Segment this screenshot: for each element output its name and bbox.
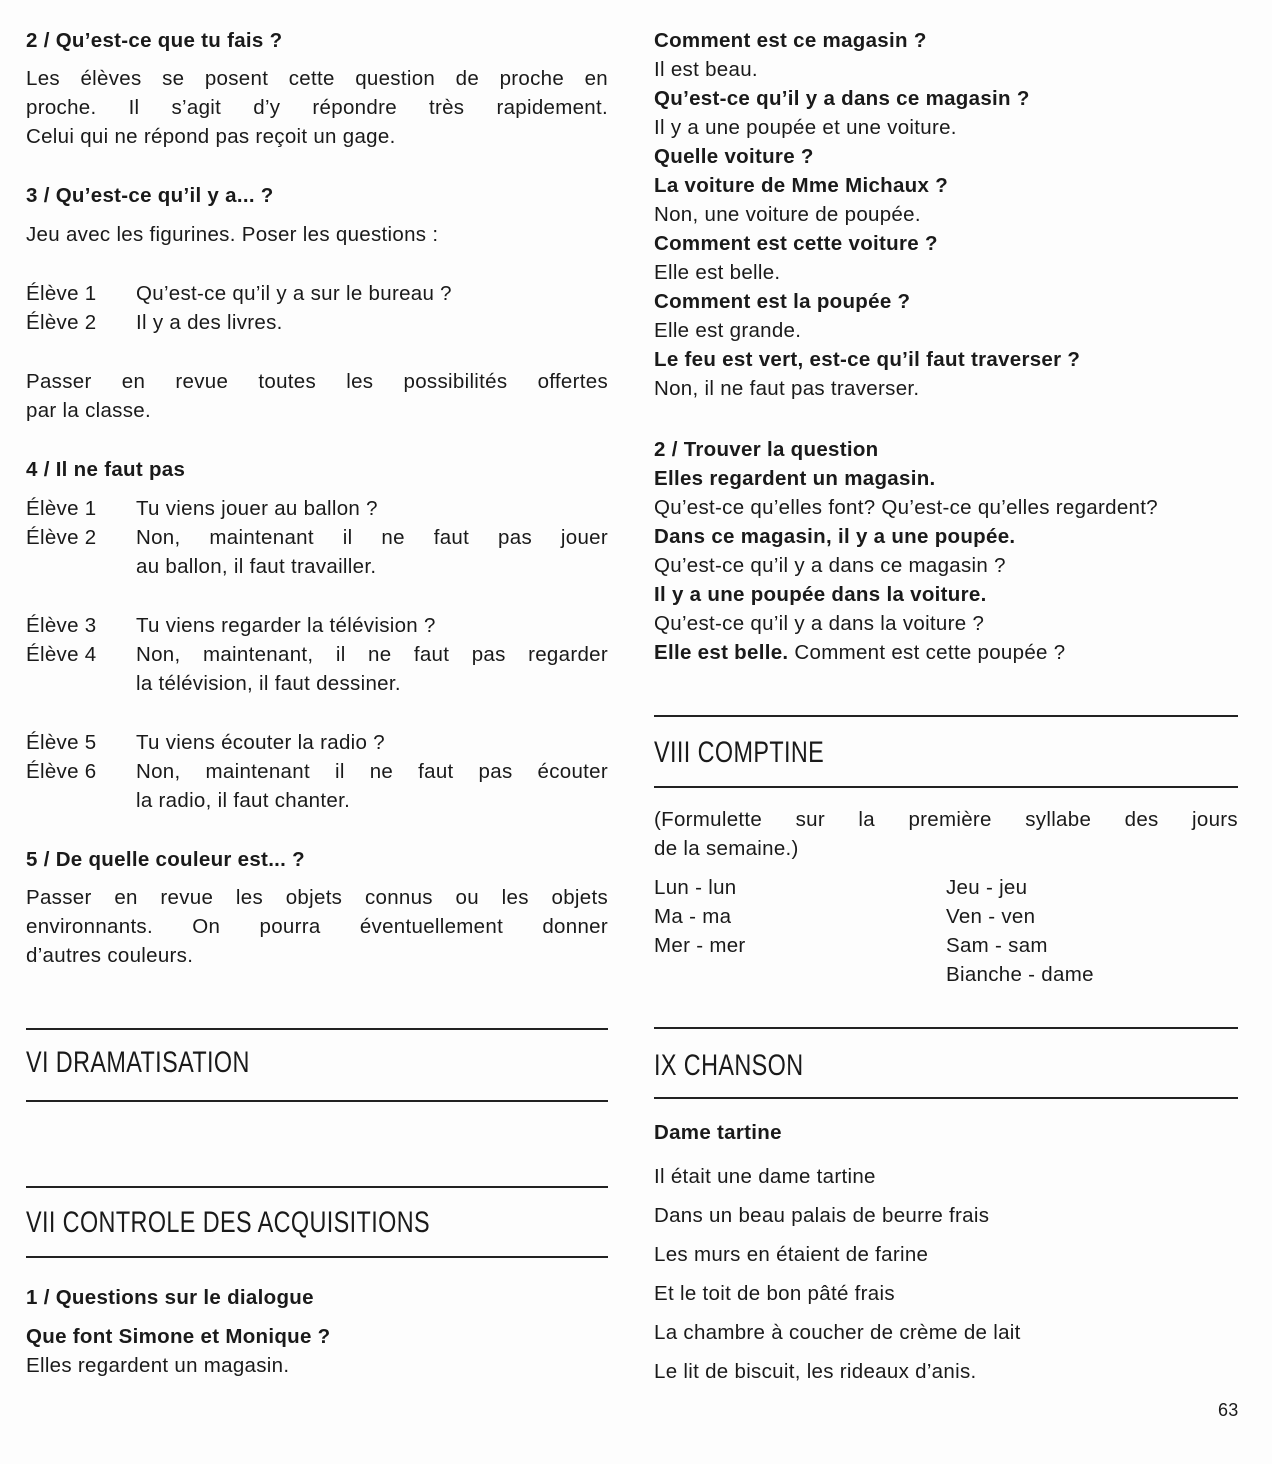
lyric-line: Les murs en étaient de farine <box>654 1243 929 1266</box>
speaker-text <box>136 757 608 815</box>
text-line: par la classe. <box>26 399 151 422</box>
section-rule <box>654 1097 1238 1099</box>
speaker-text: Tu viens jouer au ballon ? <box>136 497 378 520</box>
text-line: au ballon, il faut travailler. <box>136 555 377 578</box>
speaker-label: Élève 2 <box>26 526 97 549</box>
answer: Comment est cette poupée ? <box>788 641 1066 664</box>
section-rule <box>26 1186 608 1188</box>
song-lyrics <box>654 1157 1238 1391</box>
dialogue-row <box>26 308 608 337</box>
dialogue-row <box>26 494 608 523</box>
text-line: Non, maintenant il ne faut pas jouer <box>136 526 608 549</box>
text-line: Non, maintenant, il ne faut pas regarder <box>136 643 608 666</box>
answer: Non, une voiture de poupée. <box>654 203 921 226</box>
subsection-heading: 2 / Trouver la question <box>654 438 879 461</box>
paragraph <box>26 64 608 151</box>
paragraph <box>654 805 1238 863</box>
dialogue-row <box>26 757 608 815</box>
section-title: VIII COMPTINE <box>654 736 825 769</box>
lyric-line: Il était une dame tartine <box>654 1165 876 1188</box>
question: Que font Simone et Monique ? <box>26 1325 331 1348</box>
rhyme-line: Jeu - jeu <box>946 876 1028 899</box>
statement: Il y a une poupée dans la voiture. <box>654 583 987 606</box>
question: Le feu est vert, est-ce qu’il faut traverser ? <box>654 348 1081 371</box>
section-rule <box>654 1027 1238 1029</box>
speaker-label: Élève 1 <box>26 282 97 305</box>
song-title: Dame tartine <box>654 1121 782 1144</box>
dialogue-row <box>26 611 608 640</box>
question: Comment est la poupée ? <box>654 290 911 313</box>
rhyme-grid <box>654 873 1238 989</box>
text-line: de la semaine.) <box>654 837 799 860</box>
question: La voiture de Mme Michaux ? <box>654 174 949 197</box>
statement: Elle est belle. <box>654 641 789 664</box>
find-question-section <box>654 435 1238 667</box>
dialogue-row <box>26 640 608 698</box>
text-line: la radio, il faut chanter. <box>136 789 351 812</box>
rhyme-column <box>654 873 946 989</box>
answer: Non, il ne faut pas traverser. <box>654 377 920 400</box>
speaker-label: Élève 2 <box>26 311 97 334</box>
statement: Elles regardent un magasin. <box>654 467 936 490</box>
section-title: VII CONTROLE DES ACQUISITIONS <box>26 1206 430 1239</box>
section-rule <box>654 715 1238 717</box>
rhyme-line: Bianche - dame <box>946 963 1094 986</box>
dialogue <box>26 728 608 815</box>
text-line: Les élèves se posent cette question de proche en <box>26 67 608 90</box>
speaker-text: Tu viens écouter la radio ? <box>136 731 385 754</box>
subsection-heading: 1 / Questions sur le dialogue <box>26 1286 314 1309</box>
question: Comment est ce magasin ? <box>654 29 927 52</box>
answer: Elle est grande. <box>654 319 802 342</box>
text-line: Passer en revue toutes les possibilités offertes <box>26 370 608 393</box>
paragraph <box>26 883 608 970</box>
section-rule <box>654 786 1238 788</box>
question: Quelle voiture ? <box>654 145 814 168</box>
section-heading: 3 / Qu’est-ce qu’il y a... ? <box>26 184 274 207</box>
dialogue-row <box>26 728 608 757</box>
rhyme-line: Ven - ven <box>946 905 1036 928</box>
speaker-label: Élève 3 <box>26 614 97 637</box>
lyric-line: Dans un beau palais de beurre frais <box>654 1204 990 1227</box>
speaker-label: Élève 6 <box>26 760 97 783</box>
text-line: environnants. On pourra éventuellement donner <box>26 915 608 938</box>
text-line: Jeu avec les figurines. Poser les questions : <box>26 223 439 246</box>
text-line: la télévision, il faut dessiner. <box>136 672 401 695</box>
section-heading: 2 / Qu’est-ce que tu fais ? <box>26 29 283 52</box>
section-rule <box>26 1028 608 1030</box>
section-title: VI DRAMATISATION <box>26 1046 250 1079</box>
speaker-label: Élève 1 <box>26 497 97 520</box>
answer: Qu’est-ce qu’elles font? Qu’est-ce qu’elles regardent? <box>654 496 1158 519</box>
speaker-label: Élève 5 <box>26 731 97 754</box>
speaker-text: Il y a des livres. <box>136 311 283 334</box>
rhyme-line: Ma - ma <box>654 905 732 928</box>
answer: Il est beau. <box>654 58 758 81</box>
statement: Dans ce magasin, il y a une poupée. <box>654 525 1016 548</box>
text-line: d’autres couleurs. <box>26 944 194 967</box>
answer: Il y a une poupée et une voiture. <box>654 116 957 139</box>
dialogue <box>26 494 608 581</box>
page-number: 63 <box>1218 1400 1239 1420</box>
lyric-line: Et le toit de bon pâté frais <box>654 1282 895 1305</box>
question: Comment est cette voiture ? <box>654 232 938 255</box>
answer: Elles regardent un magasin. <box>26 1354 290 1377</box>
speaker-text: Qu’est-ce qu’il y a sur le bureau ? <box>136 282 452 305</box>
speaker-label: Élève 4 <box>26 643 97 666</box>
section-heading: 5 / De quelle couleur est... ? <box>26 848 305 871</box>
lyric-line: Le lit de biscuit, les rideaux d’anis. <box>654 1360 977 1383</box>
speaker-text: Tu viens regarder la télévision ? <box>136 614 436 637</box>
rhyme-line: Mer - mer <box>654 934 746 957</box>
section-rule <box>26 1100 608 1102</box>
question: Qu’est-ce qu’il y a dans ce magasin ? <box>654 87 1030 110</box>
speaker-text <box>136 523 608 581</box>
text-line: Non, maintenant il ne faut pas écouter <box>136 760 608 783</box>
dialogue-row <box>26 523 608 581</box>
text-line: Passer en revue les objets connus ou les objets <box>26 886 608 909</box>
section-heading: 4 / Il ne faut pas <box>26 458 186 481</box>
dialogue-row <box>26 279 608 308</box>
paragraph <box>26 367 608 425</box>
lyric-line: La chambre à coucher de crème de lait <box>654 1321 1021 1344</box>
qa-list <box>654 26 1238 403</box>
speaker-text <box>136 640 608 698</box>
answer: Qu’est-ce qu’il y a dans la voiture ? <box>654 612 985 635</box>
section-title: IX CHANSON <box>654 1049 804 1082</box>
rhyme-line: Sam - sam <box>946 934 1048 957</box>
statement-line <box>654 638 1238 667</box>
answer: Qu’est-ce qu’il y a dans ce magasin ? <box>654 554 1006 577</box>
text-line: Celui qui ne répond pas reçoit un gage. <box>26 125 396 148</box>
section-rule <box>26 1256 608 1258</box>
answer: Elle est belle. <box>654 261 781 284</box>
rhyme-line: Lun - lun <box>654 876 737 899</box>
rhyme-column <box>946 873 1094 989</box>
text-line: (Formulette sur la première syllabe des jours <box>654 808 1238 831</box>
dialogue <box>26 279 608 337</box>
dialogue <box>26 611 608 698</box>
text-line: proche. Il s’agit d’y répondre très rapidement. <box>26 96 608 119</box>
